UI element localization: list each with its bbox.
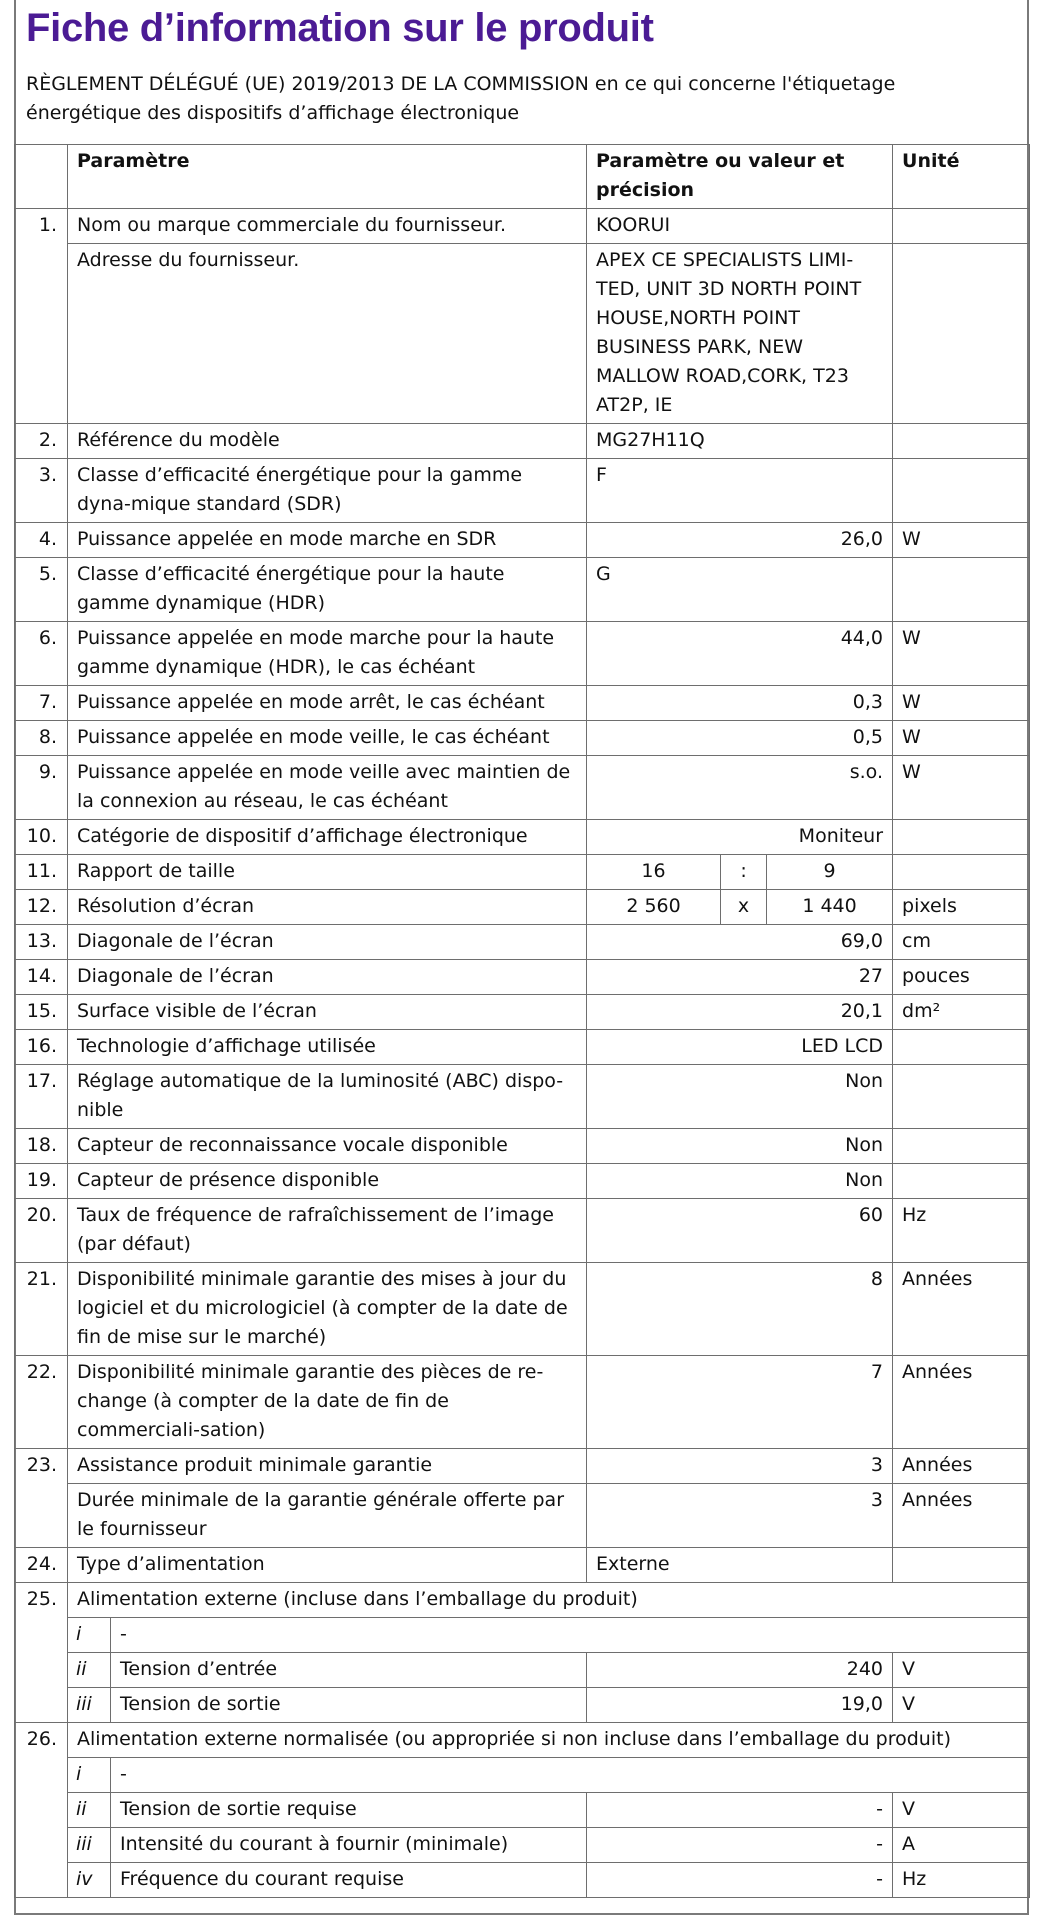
row-unit: [893, 1030, 1030, 1065]
resolution-width: 2 560: [587, 890, 721, 925]
row-value: s.o.: [587, 756, 893, 820]
sub-row: [15, 1618, 1030, 1653]
row-unit: Années: [893, 1484, 1030, 1548]
row-value: 3: [587, 1484, 893, 1548]
row-value: 7: [587, 1356, 893, 1449]
sub-row-label: Fréquence du courant requise: [111, 1863, 587, 1898]
row-label: Disponibilité minimale garantie des pièces de re-change (à compter de la date de fin de commerciali-sation): [68, 1356, 587, 1449]
row-label: Résolution d’écran: [68, 890, 587, 925]
sub-row-index: ii: [68, 1793, 111, 1828]
sub-row: [15, 1758, 1030, 1793]
row-label: Classe d’efficacité énergétique pour la haute gamme dynamique (HDR): [68, 558, 587, 622]
row-number: 23.: [15, 1449, 68, 1484]
row-unit: dm²: [893, 995, 1030, 1030]
product-info-table: [14, 144, 1030, 1898]
resolution-height: 1 440: [767, 890, 893, 925]
row-label: Puissance appelée en mode veille, le cas échéant: [68, 721, 587, 756]
row-number: 15.: [15, 995, 68, 1030]
row-label: Puissance appelée en mode veille avec maintien de la connexion au réseau, le cas échéant: [68, 756, 587, 820]
row-unit: pixels: [893, 890, 1030, 925]
header-valeur: Paramètre ou valeur et précision: [587, 145, 893, 209]
row-value: Moniteur: [587, 820, 893, 855]
table-row: [15, 820, 1030, 855]
row-number: 14.: [15, 960, 68, 995]
sub-row-index: ii: [68, 1653, 111, 1688]
table-row: [15, 1065, 1030, 1129]
header-num-cell: [15, 145, 68, 209]
row-number: 22.: [15, 1356, 68, 1449]
table-row: [15, 721, 1030, 756]
row-unit: Hz: [893, 1199, 1030, 1263]
row-number: [15, 1484, 68, 1548]
row-unit: W: [893, 523, 1030, 558]
row-number: 10.: [15, 820, 68, 855]
row-label: Nom ou marque commerciale du fournisseur.: [68, 209, 587, 244]
row-label: Technologie d’affichage utilisée: [68, 1030, 587, 1065]
sub-row-index: iv: [68, 1863, 111, 1898]
row-value: 3: [587, 1449, 893, 1484]
row-label: Surface visible de l’écran: [68, 995, 587, 1030]
table-row: [15, 756, 1030, 820]
row-number: 1.: [15, 209, 68, 244]
row-number: 19.: [15, 1164, 68, 1199]
table-row: [15, 558, 1030, 622]
row-unit: [893, 1164, 1030, 1199]
row-value: 26,0: [587, 523, 893, 558]
row-unit: W: [893, 622, 1030, 686]
table-row: [15, 459, 1030, 523]
aspect-width: 16: [587, 855, 721, 890]
row-unit: Années: [893, 1356, 1030, 1449]
row-label: Disponibilité minimale garantie des mises à jour du logiciel et du micrologiciel (à compter de la date de fin de mise sur le marché): [68, 1263, 587, 1356]
table-row: [15, 1583, 1030, 1618]
row-label: Capteur de présence disponible: [68, 1164, 587, 1199]
sub-row: [15, 1863, 1030, 1898]
sub-row-unit: V: [893, 1653, 1030, 1688]
row-unit: cm: [893, 925, 1030, 960]
row-value: LED LCD: [587, 1030, 893, 1065]
row-number: 12.: [15, 890, 68, 925]
row-number: 3.: [15, 459, 68, 523]
row-unit: [893, 820, 1030, 855]
sub-row-label: Tension de sortie requise: [111, 1793, 587, 1828]
row-unit: Années: [893, 1263, 1030, 1356]
row-label: Puissance appelée en mode marche pour la haute gamme dynamique (HDR), le cas échéant: [68, 622, 587, 686]
row-unit: W: [893, 721, 1030, 756]
row-number: 5.: [15, 558, 68, 622]
row-value: Externe: [587, 1548, 893, 1583]
sub-row: [15, 1688, 1030, 1723]
row-label: Assistance produit minimale garantie: [68, 1449, 587, 1484]
row-number: 2.: [15, 424, 68, 459]
header-parametre: Paramètre: [68, 145, 587, 209]
row-unit: [893, 244, 1030, 424]
table-row: [15, 1263, 1030, 1356]
sub-row-unit: V: [893, 1793, 1030, 1828]
sub-row-label: -: [111, 1618, 1030, 1653]
table-row: [15, 925, 1030, 960]
row-label: Rapport de taille: [68, 855, 587, 890]
row-number: [15, 244, 68, 424]
table-row: [15, 855, 1030, 890]
row-label: Type d’alimentation: [68, 1548, 587, 1583]
row-label: Puissance appelée en mode marche en SDR: [68, 523, 587, 558]
row-number: 26.: [15, 1723, 68, 1898]
row-unit: [893, 209, 1030, 244]
sub-row-unit: V: [893, 1688, 1030, 1723]
row-unit: [893, 1129, 1030, 1164]
table-row: [15, 995, 1030, 1030]
table-row: [15, 1164, 1030, 1199]
row-number: 18.: [15, 1129, 68, 1164]
row-label: Alimentation externe normalisée (ou appropriée si non incluse dans l’emballage du produit): [68, 1723, 1030, 1758]
table-row: [15, 1723, 1030, 1758]
row-number: 8.: [15, 721, 68, 756]
sub-row-value: -: [587, 1828, 893, 1863]
row-unit: pouces: [893, 960, 1030, 995]
table-row: [15, 1449, 1030, 1484]
table-row: [15, 960, 1030, 995]
row-unit: W: [893, 686, 1030, 721]
row-number: 24.: [15, 1548, 68, 1583]
row-unit: [893, 1065, 1030, 1129]
row-number: 6.: [15, 622, 68, 686]
row-value: G: [587, 558, 893, 622]
table-header-row: [15, 145, 1030, 209]
sub-row: [15, 1653, 1030, 1688]
sub-row-unit: Hz: [893, 1863, 1030, 1898]
row-value: Non: [587, 1164, 893, 1199]
row-value: APEX CE SPECIALISTS LIMI-TED, UNIT 3D NORTH POINT HOUSE,NORTH POINT BUSINESS PARK, NEW MALLOW ROAD,CORK, T23 AT2P, IE: [587, 244, 893, 424]
row-value: MG27H11Q: [587, 424, 893, 459]
row-label: Réglage automatique de la luminosité (ABC) dispo-nible: [68, 1065, 587, 1129]
row-value: 44,0: [587, 622, 893, 686]
table-row: [15, 686, 1030, 721]
row-number: 7.: [15, 686, 68, 721]
row-value: 69,0: [587, 925, 893, 960]
table-row: [15, 523, 1030, 558]
row-value: 0,5: [587, 721, 893, 756]
row-number: 25.: [15, 1583, 68, 1723]
row-value: Non: [587, 1129, 893, 1164]
regulation-subtitle: RÈGLEMENT DÉLÉGUÉ (UE) 2019/2013 DE LA COMMISSION en ce qui concerne l'étiquetage énergétique des dispositifs d’affichage électronique: [26, 73, 896, 124]
row-value: 8: [587, 1263, 893, 1356]
row-unit: Années: [893, 1449, 1030, 1484]
row-label: Diagonale de l’écran: [68, 960, 587, 995]
row-label: Classe d’efficacité énergétique pour la gamme dyna-mique standard (SDR): [68, 459, 587, 523]
sub-row-index: iii: [68, 1828, 111, 1863]
row-unit: [893, 558, 1030, 622]
table-row: [15, 209, 1030, 244]
sub-row-label: Tension de sortie: [111, 1688, 587, 1723]
sub-row-value: -: [587, 1863, 893, 1898]
row-value: KOORUI: [587, 209, 893, 244]
table-row: [15, 244, 1030, 424]
table-row: [15, 1484, 1030, 1548]
row-number: 13.: [15, 925, 68, 960]
sub-row-index: iii: [68, 1688, 111, 1723]
row-value: 60: [587, 1199, 893, 1263]
row-unit: [893, 1548, 1030, 1583]
row-label: Adresse du fournisseur.: [68, 244, 587, 424]
page-title: Fiche d’information sur le produit: [26, 6, 654, 50]
row-number: 4.: [15, 523, 68, 558]
sub-row-index: i: [68, 1758, 111, 1793]
table-row: [15, 622, 1030, 686]
aspect-separator: :: [721, 855, 767, 890]
resolution-separator: x: [721, 890, 767, 925]
row-unit: W: [893, 756, 1030, 820]
row-label: Référence du modèle: [68, 424, 587, 459]
sub-row-index: i: [68, 1618, 111, 1653]
aspect-height: 9: [767, 855, 893, 890]
row-number: 17.: [15, 1065, 68, 1129]
row-label: Alimentation externe (incluse dans l’emballage du produit): [68, 1583, 1030, 1618]
sub-row-label: Tension d’entrée: [111, 1653, 587, 1688]
row-label: Taux de fréquence de rafraîchissement de l’image (par défaut): [68, 1199, 587, 1263]
sub-row-label: -: [111, 1758, 1030, 1793]
row-value: 27: [587, 960, 893, 995]
row-value: 20,1: [587, 995, 893, 1030]
row-number: 11.: [15, 855, 68, 890]
row-unit: [893, 855, 1030, 890]
row-label: Capteur de reconnaissance vocale disponible: [68, 1129, 587, 1164]
table-row: [15, 1356, 1030, 1449]
table-row: [15, 424, 1030, 459]
row-number: 20.: [15, 1199, 68, 1263]
row-number: 16.: [15, 1030, 68, 1065]
row-value: 0,3: [587, 686, 893, 721]
row-value: Non: [587, 1065, 893, 1129]
row-unit: [893, 424, 1030, 459]
row-value: F: [587, 459, 893, 523]
table-row: [15, 1199, 1030, 1263]
row-unit: [893, 459, 1030, 523]
row-number: 21.: [15, 1263, 68, 1356]
sub-row-value: -: [587, 1793, 893, 1828]
row-label: Puissance appelée en mode arrêt, le cas échéant: [68, 686, 587, 721]
table-row: [15, 1548, 1030, 1583]
table-row: [15, 1030, 1030, 1065]
sub-row: [15, 1828, 1030, 1863]
row-number: 9.: [15, 756, 68, 820]
sub-row-unit: A: [893, 1828, 1030, 1863]
sub-row-value: 240: [587, 1653, 893, 1688]
row-label: Durée minimale de la garantie générale offerte par le fournisseur: [68, 1484, 587, 1548]
row-label: Diagonale de l’écran: [68, 925, 587, 960]
table-row: [15, 890, 1030, 925]
row-label: Catégorie de dispositif d’affichage électronique: [68, 820, 587, 855]
table-row: [15, 1129, 1030, 1164]
sub-row-label: Intensité du courant à fournir (minimale): [111, 1828, 587, 1863]
header-unite: Unité: [893, 145, 1030, 209]
sub-row: [15, 1793, 1030, 1828]
sub-row-value: 19,0: [587, 1688, 893, 1723]
